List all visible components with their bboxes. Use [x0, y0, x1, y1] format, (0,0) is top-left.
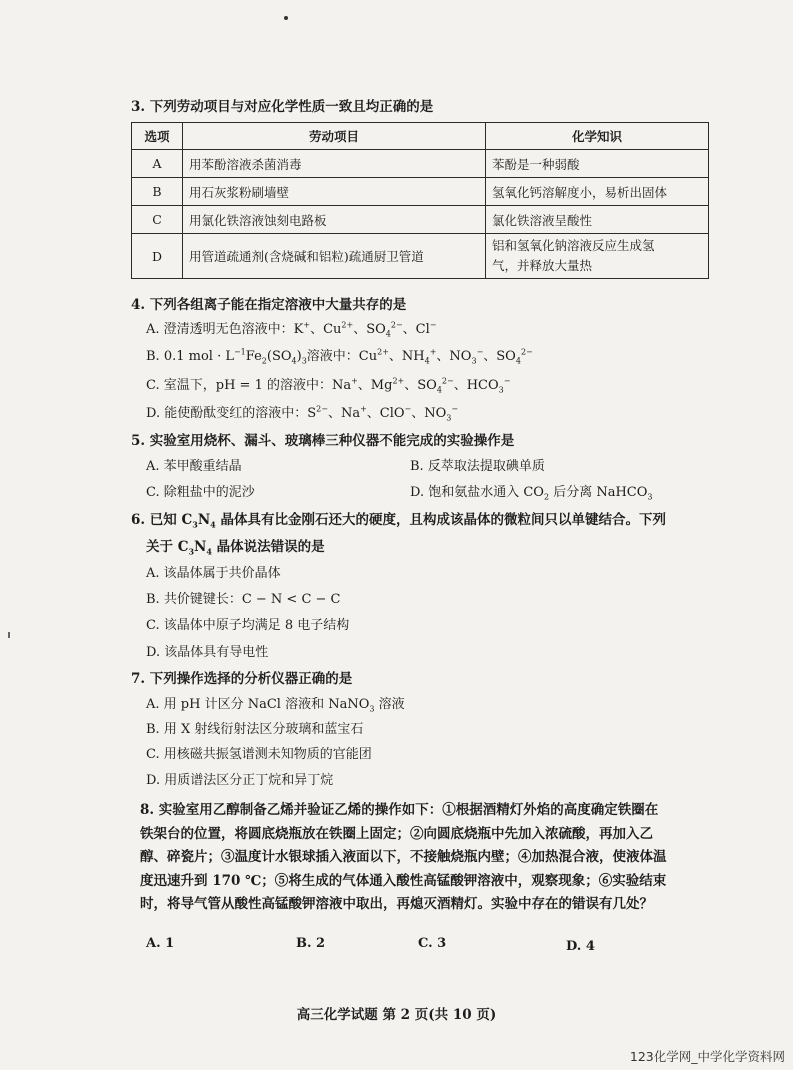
q8-line: 醇、碎瓷片；③温度计水银球插入液面以下，不接触烧瓶内壁；④加热混合液，使液体温: [140, 849, 667, 865]
row-project: 用管道疏通剂(含烧碱和铝粒)疏通厨卫管道: [183, 234, 486, 279]
header-knowledge: 化学知识: [486, 123, 709, 150]
q4-option-a: A. 澄清透明无色溶液中：K+、$Cu^{2+}$、$SO_4^{2-}$、Cl−: [146, 320, 437, 339]
q8-option-d: D. 4: [566, 939, 595, 954]
q6-option-d: D. 该晶体具有导电性: [146, 645, 269, 660]
table-row: [132, 150, 709, 178]
table-row: [132, 206, 709, 234]
header-project: 劳动项目: [183, 123, 486, 150]
row-project: 用氯化铁溶液蚀刻电路板: [183, 206, 486, 234]
row-label: D: [132, 234, 183, 279]
q7-option-d: D. 用质谱法区分正丁烷和异丁烷: [146, 773, 334, 788]
row-knowledge: 氯化铁溶液呈酸性: [486, 206, 709, 234]
q7-option-a: A. 用 pH 计区分 NaCl 溶液和 NaNO$_3$ 溶液: [146, 697, 405, 714]
row-knowledge: [486, 234, 709, 279]
q7-stem: 7. 下列操作选择的分析仪器正确的是: [131, 671, 353, 687]
row-label: A: [132, 150, 183, 178]
q3-table: [131, 122, 709, 279]
q4-option-d: D. 能使酚酞变红的溶液中：$S^{2-}$、Na+、ClO−、$NO_3^-$: [146, 404, 459, 423]
q5-stem: 5. 实验室用烧杯、漏斗、玻璃棒三种仪器不能完成的实验操作是: [131, 433, 515, 449]
table-row: [132, 178, 709, 206]
q5-option-a: A. 苯甲酸重结晶: [146, 459, 242, 474]
row-knowledge: 氢氧化钙溶解度小，易析出固体: [486, 178, 709, 206]
q8-stem: [140, 799, 720, 917]
q4-option-b: B. 0.1 mol · $L^{-1}Fe_2(SO_4)_3$溶液中：$Cu^{2+}$、$NH_4^+$、$NO_3^-$、$SO_4^{2-}$: [146, 347, 533, 366]
site-watermark: 123化学网_中学化学资料网: [629, 1049, 785, 1064]
scan-dot-mark: [284, 16, 288, 20]
table-header-row: [132, 123, 709, 150]
q4-option-c: C. 室温下，pH = 1 的溶液中：Na+、$Mg^{2+}$、$SO_4^{2-}$、$HCO_3^-$: [146, 376, 511, 395]
row-knowledge-line: 气，并释放大量热: [492, 258, 593, 273]
q6-stem-line2: 关于 $C_3N_4$ 晶体说法错误的是: [146, 539, 325, 557]
q6-option-c: C. 该晶体中原子均满足 8 电子结构: [146, 618, 350, 633]
header-option: 选项: [132, 123, 183, 150]
table-row: [132, 234, 709, 279]
q3-stem: 3. 下列劳动项目与对应化学性质一致且均正确的是: [131, 99, 434, 115]
q8-line: 度迅速升到 170 ℃；⑤将生成的气体通入酸性高锰酸钾溶液中，观察现象；⑥实验结束: [140, 872, 667, 889]
row-label: C: [132, 206, 183, 234]
scan-edge-mark: [8, 632, 10, 638]
q8-option-a: A. 1: [146, 936, 175, 951]
q7-option-b: B. 用 X 射线衍射法区分玻璃和蓝宝石: [146, 722, 364, 737]
row-project: 用石灰浆粉刷墙壁: [183, 178, 486, 206]
q8-line: 8. 实验室用乙醇制备乙烯并验证乙烯的操作如下：①根据酒精灯外焰的高度确定铁圈在: [140, 802, 659, 818]
q7-option-c: C. 用核磁共振氢谱测未知物质的官能团: [146, 747, 372, 762]
q8-line: 时，将导气管从酸性高锰酸钾溶液中取出，再熄灭酒精灯。实验中存在的错误有几处？: [140, 896, 653, 912]
q6-option-a: A. 该晶体属于共价晶体: [146, 566, 281, 581]
q8-option-c: C. 3: [418, 936, 447, 951]
q6-stem-line1: 6. 已知 $C_3N_4$ 晶体具有比金刚石还大的硬度，且构成该晶体的微粒间只以单键结合。下列: [131, 512, 666, 530]
row-project: 用苯酚溶液杀菌消毒: [183, 150, 486, 178]
q5-option-d: D. 饱和氨盐水通入 $CO_2$ 后分离 NaHCO$_3$: [410, 485, 653, 502]
row-knowledge: 苯酚是一种弱酸: [486, 150, 709, 178]
row-label: B: [132, 178, 183, 206]
row-knowledge-line: 铝和氢氧化钠溶液反应生成氢: [492, 238, 655, 253]
q5-option-b: B. 反萃取法提取碘单质: [410, 459, 545, 474]
q6-option-b: B. 共价键键长：C − N < C − C: [146, 592, 341, 607]
page-footer: 高三化学试题 第 2 页(共 10 页): [296, 1007, 497, 1023]
q8-line: 铁架台的位置，将圆底烧瓶放在铁圈上固定；②向圆底烧瓶中先加入浓硫酸，再加入乙: [140, 825, 653, 842]
q5-option-c: C. 除粗盐中的泥沙: [146, 485, 255, 500]
q4-stem: 4. 下列各组离子能在指定溶液中大量共存的是: [131, 297, 407, 313]
q8-option-b: B. 2: [296, 936, 326, 951]
